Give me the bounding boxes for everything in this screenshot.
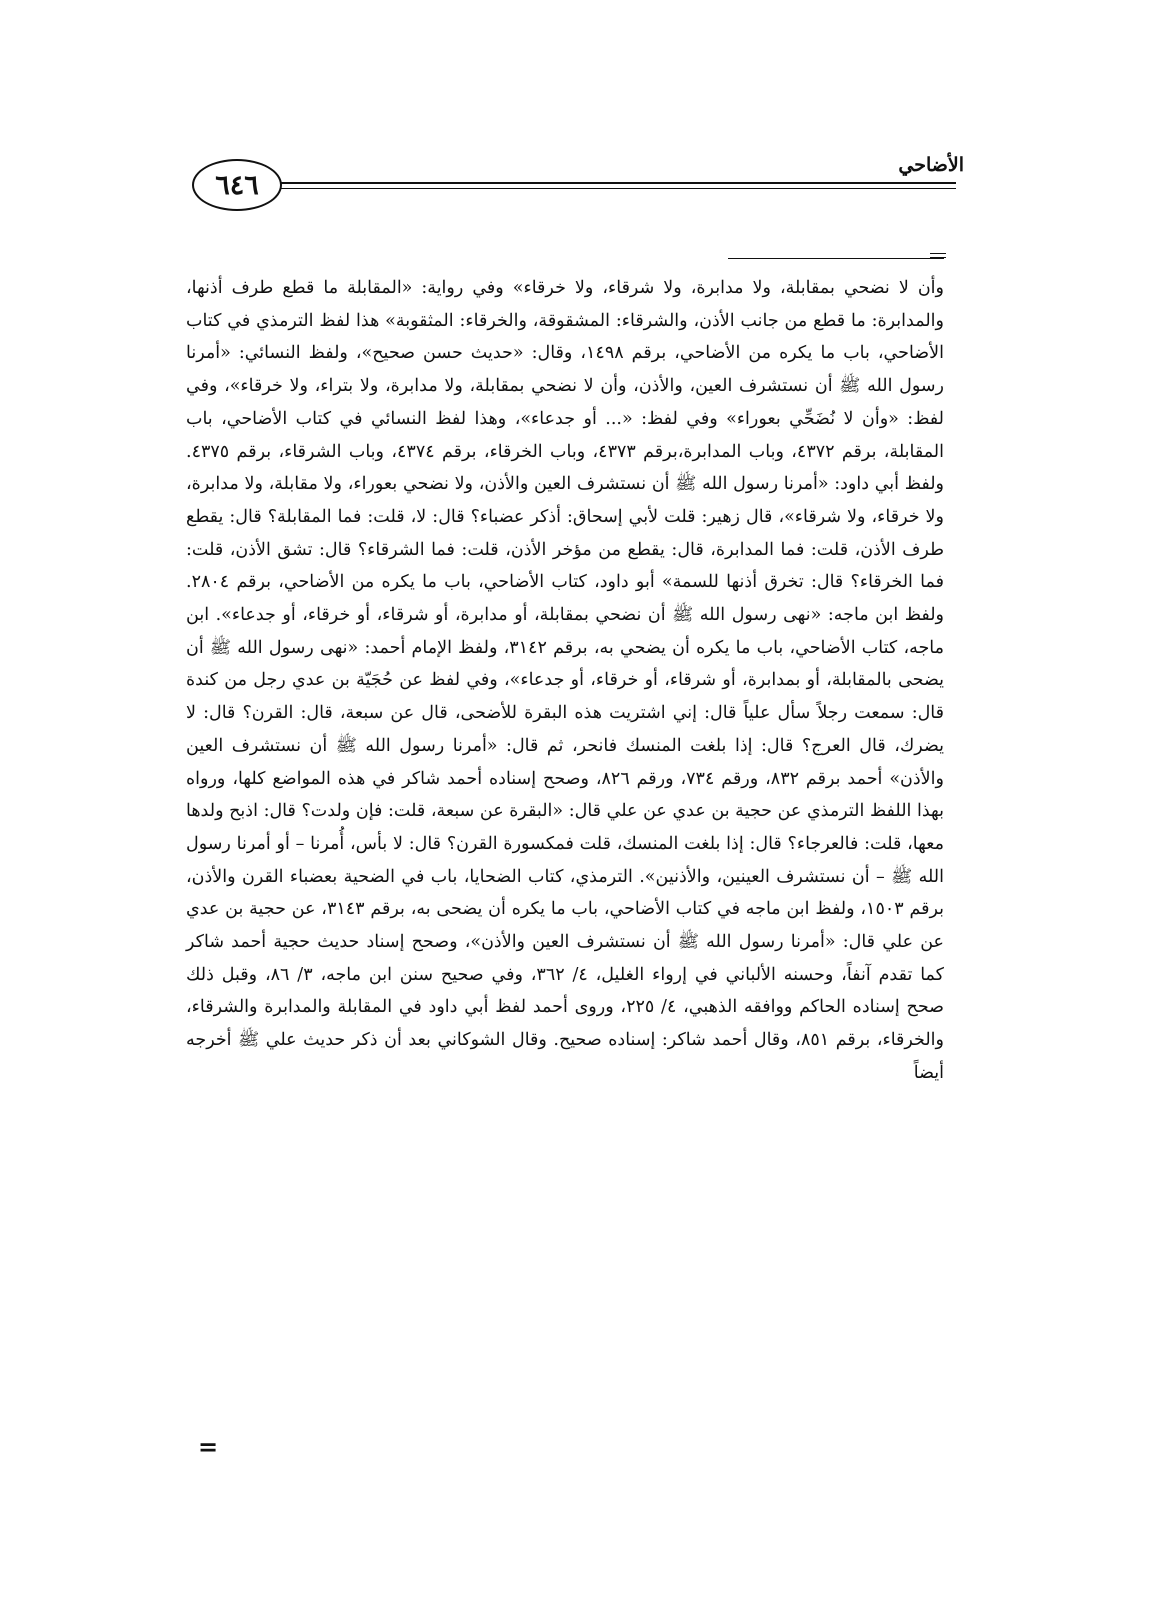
footnote-continuation-mark-top	[930, 253, 946, 258]
footnote-text: وأن لا نضحي بمقابلة، ولا مدابرة، ولا شرقاء، ولا خرقاء» وفي رواية: «المقابلة ما قطع طرف أذنها، والمدابرة: ما قطع من جانب الأذن، والشرقاء: المشقوقة، والخرقاء: المثقوبة» هذا لفظ الترمذي في كتاب الأضاحي، باب ما يكره من الأضاحي، برقم ١٤٩٨، وقال: «حديث حسن صحيح»، ولفظ النسائي: «أمرنا رسول الله ﷺ أن نستشرف العين، والأذن، وأن لا نضحي بمقابلة، ولا مدابرة، ولا بتراء، ولا خرقاء»، وفي لفظ: «وأن لا نُضَحِّي بعوراء» وفي لفظ: «... أو جدعاء»، وهذا لفظ النسائي في كتاب الأضاحي، باب المقابلة، برقم ٤٣٧٢، وباب المدابرة،برقم ٤٣٧٣، وباب الخرقاء، برقم ٤٣٧٤، وباب الشرقاء، برقم ٤٣٧٥. ولفظ أبي داود: «أمرنا رسول الله ﷺ أن نستشرف العين والأذن، ولا نضحي بعوراء، ولا مقابلة، ولا مدابرة، ولا خرقاء، ولا شرقاء»، قال زهير: قلت لأبي إسحاق: أذكر عضباء؟ قال: لا، قلت: فما المقابلة؟ قال: يقطع طرف الأذن، قلت: فما المدابرة، قال: يقطع من مؤخر الأذن، قلت: فما الشرقاء؟ قال: تشق الأذن، قلت: فما الخرقاء؟ قال: تخرق أذنها للسمة» أبو داود، كتاب الأضاحي، باب ما يكره من الأضاحي، برقم ٢٨٠٤. ولفظ ابن ماجه: «نهى رسول الله ﷺ أن نضحي بمقابلة، أو مدابرة، أو شرقاء، أو خرقاء، أو جدعاء». ابن ماجه، كتاب الأضاحي، باب ما يكره أن يضحي به، برقم ٣١٤٢، ولفظ الإمام أحمد: «نهى رسول الله ﷺ أن يضحى بالمقابلة، أو بمدابرة، أو شرقاء، أو خرقاء، أو جدعاء»، وفي لفظ عن حُجَيّة بن عدي رجل من كندة قال: سمعت رجلاً سأل علياً قال: إني اشتريت هذه البقرة للأضحى، قال عن سبعة، قال: القرن؟ قال: لا يضرك، قال العرج؟ قال: إذا بلغت المنسك فانحر، ثم قال: «أمرنا رسول الله ﷺ أن نستشرف العين والأذن» أحمد برقم ٨٣٢، ورقم ٧٣٤، ورقم ٨٢٦، وصحح إسناده أحمد شاكر في هذه المواضع كلها، ورواه بهذا اللفظ الترمذي عن حجية بن عدي عن علي قال: «البقرة عن سبعة، قلت: فإن ولدت؟ قال: اذبح ولدها معها، قلت: فالعرجاء؟ قال: إذا بلغت المنسك، قلت فمكسورة القرن؟ قال: لا بأس، أُمرنا – أو أمرنا رسول الله ﷺ – أن نستشرف العينين، والأذنين». الترمذي، كتاب الضحايا، باب في الضحية بعضباء القرن والأذن، برقم ١٥٠٣، ولفظ ابن ماجه في كتاب الأضاحي، باب ما يكره أن يضحى به، برقم ٣١٤٣، عن حجية بن عدي عن علي قال: «أمرنا رسول الله ﷺ أن نستشرف العين والأذن»، وصحح إسناد حديث حجية أحمد شاكر كما تقدم آنفاً، وحسنه الألباني في إرواء الغليل، ٤/ ٣٦٢، وفي صحيح سنن ابن ماجه، ٣/ ٨٦، وقبل ذلك صحح إسناده الحاكم ووافقه الذهبي، ٤/ ٢٢٥، وروى أحمد لفظ أبي داود في المقابلة والمدابرة والشرقاء، والخرقاء، برقم ٨٥١، وقال أحمد شاكر: إسناده صحيح. وقال الشوكاني بعد أن ذكر حديث علي ﷺ أخرجه أيضاً	[180, 278, 945, 1083]
footnote-separator	[728, 258, 944, 259]
page-number: ٦٤٦	[192, 159, 282, 211]
footnote-continuation-mark-bottom: =	[198, 1432, 219, 1461]
section-title: الأضاحي	[898, 154, 964, 176]
header-rule-top	[222, 182, 956, 184]
page-header	[186, 154, 964, 216]
header-rule-bottom	[222, 188, 956, 189]
